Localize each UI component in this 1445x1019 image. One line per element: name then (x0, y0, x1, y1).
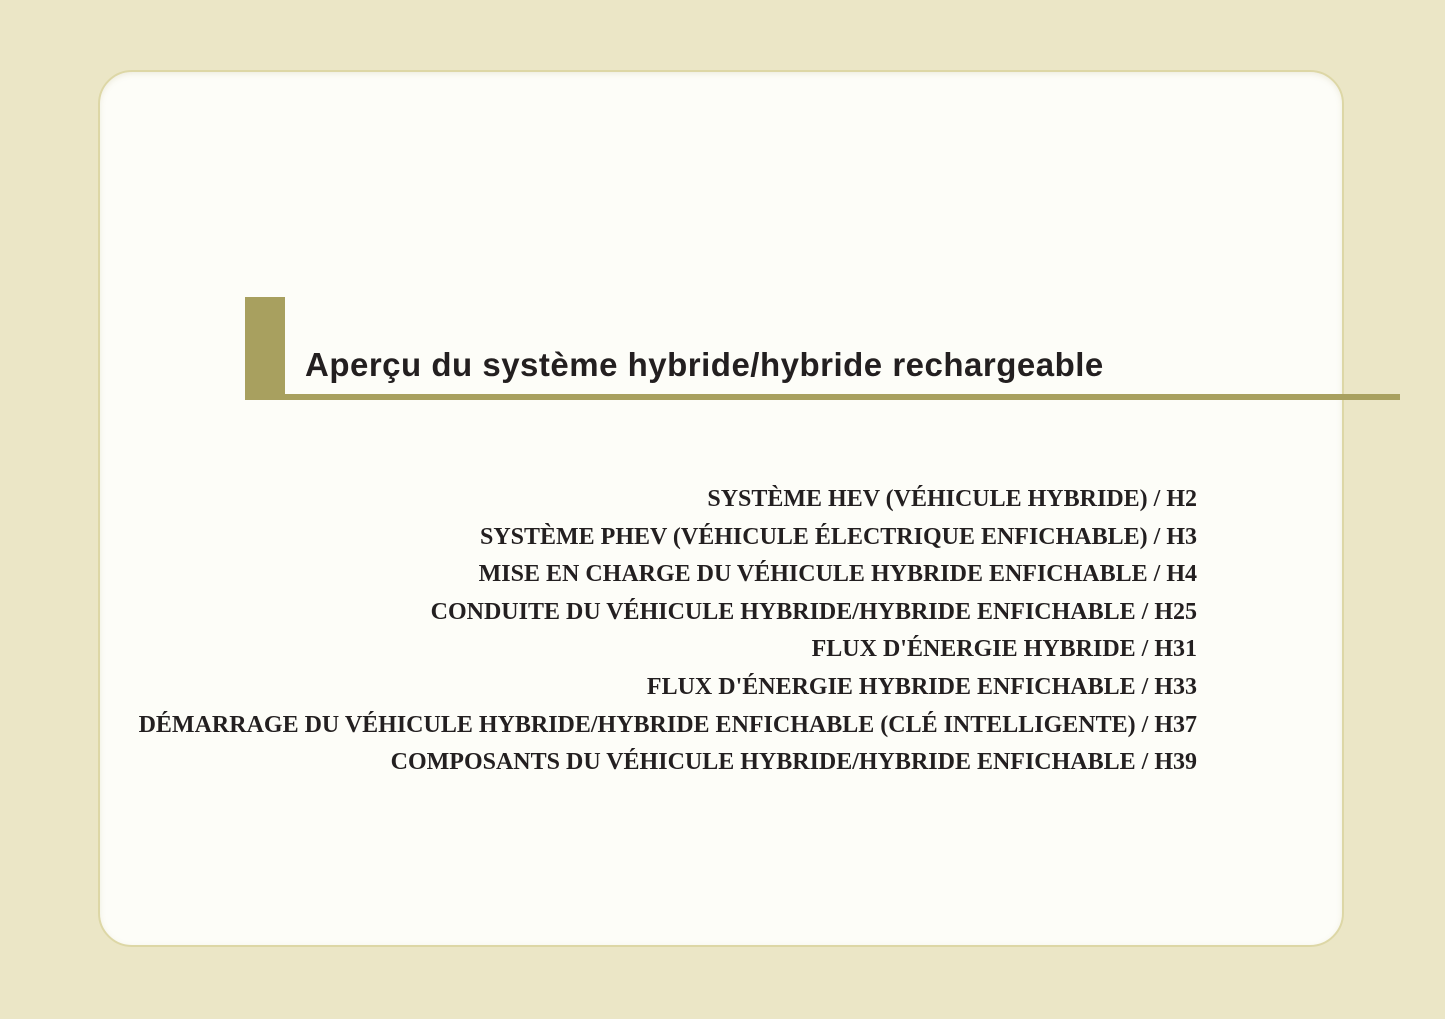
toc-entry (27, 594, 1197, 632)
toc-entry (27, 744, 1197, 782)
toc-entry-page-number: H33 (1154, 673, 1197, 700)
toc-entry-separator: / (1135, 636, 1155, 663)
toc-entry-label: SYSTÈME HEV (VÉHICULE HYBRIDE) (707, 486, 1148, 512)
toc-entry-label: DÉMARRAGE DU VÉHICULE HYBRIDE/HYBRIDE ENFICHABLE (CLÉ INTELLIGENTE) (138, 711, 1136, 738)
toc-entry-page-number: H2 (1166, 486, 1197, 512)
page-title: Aperçu du système hybride/hybride rechargeable (305, 346, 1104, 383)
toc-entry-label: FLUX D'ÉNERGIE HYBRIDE ENFICHABLE (646, 673, 1136, 700)
toc-entry-separator: / (1135, 749, 1155, 776)
toc-entry-label: MISE EN CHARGE DU VÉHICULE HYBRIDE ENFICHABLE (478, 561, 1148, 588)
toc-entry-label: FLUX D'ÉNERGIE HYBRIDE (811, 636, 1136, 663)
toc-entry-label: CONDUITE DU VÉHICULE HYBRIDE/HYBRIDE ENFICHABLE (430, 598, 1136, 625)
toc-entry-label: COMPOSANTS DU VÉHICULE HYBRIDE/HYBRIDE ENFICHABLE (390, 749, 1136, 776)
toc-entry-page-number: H4 (1166, 561, 1197, 588)
toc-entry-label: SYSTÈME PHEV (VÉHICULE ÉLECTRIQUE ENFICHABLE) (479, 523, 1148, 550)
toc-entry (27, 556, 1197, 594)
toc-entry-page-number: H37 (1154, 711, 1197, 738)
toc-entry-separator: / (1135, 711, 1155, 738)
toc-entry-separator: / (1147, 486, 1167, 512)
toc-entry (27, 481, 1197, 519)
toc-entry (27, 669, 1197, 707)
toc-entry-page-number: H39 (1154, 749, 1197, 776)
toc-entry-page-number: H3 (1166, 523, 1197, 550)
manual-page-card (98, 70, 1344, 947)
toc-entry (27, 707, 1197, 745)
toc-entry (27, 519, 1197, 557)
toc-entry (27, 631, 1197, 669)
title-accent-bar (245, 297, 285, 400)
toc-entry-page-number: H25 (1154, 598, 1197, 625)
toc-entry-page-number: H31 (1154, 636, 1197, 663)
toc-entry-separator: / (1135, 598, 1155, 625)
toc-entry-separator: / (1135, 673, 1155, 700)
toc-entry-separator: / (1147, 523, 1167, 550)
title-underline-rule (245, 394, 1400, 400)
toc-entry-separator: / (1147, 561, 1167, 588)
toc-list (27, 481, 1197, 782)
